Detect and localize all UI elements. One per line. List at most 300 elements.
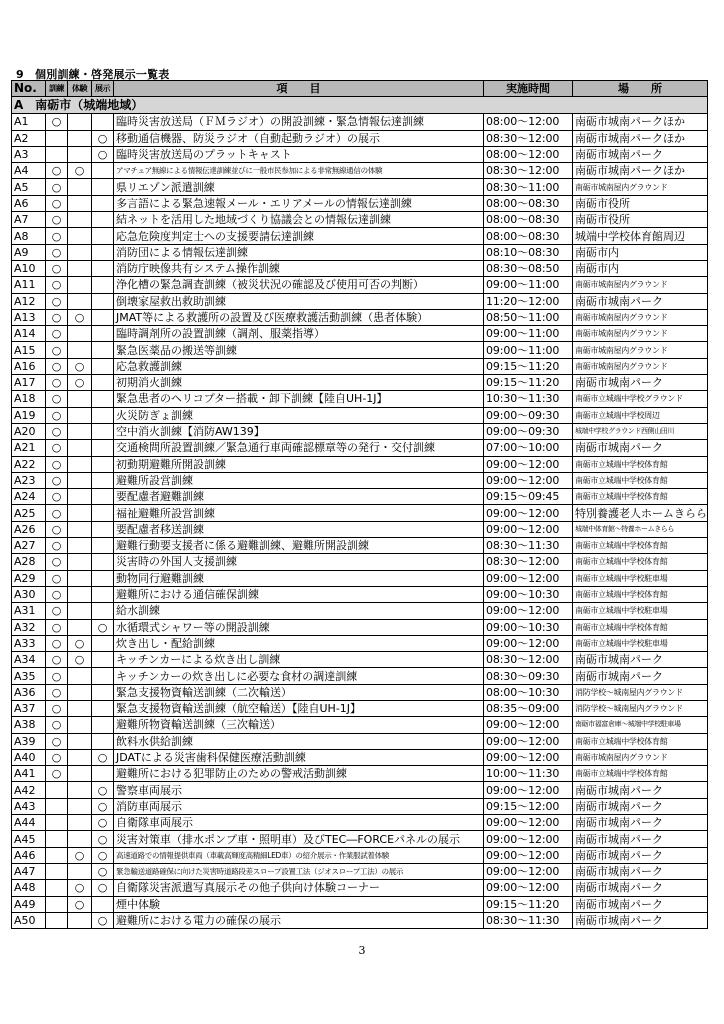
row-no: A22 [12,456,46,472]
row-place: 南砺市城南パーク [573,815,708,831]
table-header-row [12,81,708,97]
mark-taiken: ○ [68,163,92,179]
row-item: 避難行動要支援者に係る避難訓練、避難所開設訓練 [114,538,484,554]
row-item: 初動期避難所開設訓練 [114,456,484,472]
mark-kunren: ○ [46,586,68,602]
row-no: A50 [12,912,46,928]
mark-kunren: ○ [46,635,68,651]
row-place: 南砺市城南屋内グラウンド [573,342,708,358]
row-time: 08:30～08:50 [484,260,573,276]
row-place: 南砺市立城端中学校体育館 [573,472,708,488]
row-item: 緊急医薬品の搬送等訓練 [114,342,484,358]
table-row [12,375,708,391]
table-row [12,293,708,309]
mark-kunren: ○ [46,749,68,765]
mark-tenji [92,260,114,276]
row-item: 自衛隊車両展示 [114,815,484,831]
row-place: 南砺市城南パークほか [573,114,708,130]
table-row [12,912,708,928]
mark-kunren: ○ [46,179,68,195]
mark-tenji: ○ [92,847,114,863]
row-item: JMAT等による救護所の設置及び医療救護活動訓練（患者体験） [114,309,484,325]
mark-kunren: ○ [46,195,68,211]
header-tenji: 展示 [92,81,114,97]
mark-tenji [92,717,114,733]
row-item: 飲料水供給訓練 [114,733,484,749]
mark-kunren: ○ [46,375,68,391]
row-place: 南砺市内 [573,260,708,276]
row-time: 09:00～12:00 [484,521,573,537]
mark-tenji [92,179,114,195]
mark-tenji [92,635,114,651]
row-time: 08:30～12:00 [484,554,573,570]
mark-tenji [92,293,114,309]
row-place: 南砺市城南屋内グラウンド [573,277,708,293]
mark-kunren: ○ [46,684,68,700]
table-row [12,896,708,912]
row-place: 南砺市立城端中学校駐車場 [573,635,708,651]
table-row [12,586,708,602]
row-place: 南砺市城南屋内グラウンド [573,309,708,325]
mark-taiken [68,423,92,439]
row-item: 避難所における犯罪防止のための警戒活動訓練 [114,766,484,782]
row-place: 南砺市立城端中学校体育館 [573,554,708,570]
mark-kunren [46,847,68,863]
row-item: 応急危険度判定士への支援要請伝達訓練 [114,228,484,244]
mark-taiken [68,668,92,684]
row-place: 南砺市城南屋内グラウンド [573,749,708,765]
row-place: 南砺市城南パーク [573,440,708,456]
mark-tenji: ○ [92,146,114,162]
table-row [12,603,708,619]
row-place: 城端中学校グラウンド西側山田川 [573,423,708,439]
mark-kunren: ○ [46,440,68,456]
table-row [12,733,708,749]
mark-kunren: ○ [46,277,68,293]
mark-tenji [92,570,114,586]
row-item: 臨時調剤所の設置訓練（調剤、服薬指導） [114,326,484,342]
row-no: A38 [12,717,46,733]
mark-kunren: ○ [46,423,68,439]
row-place: 南砺市役所 [573,195,708,211]
row-time: 08:50～11:00 [484,309,573,325]
mark-taiken [68,717,92,733]
row-no: A14 [12,326,46,342]
row-item: 臨時災害放送局のプラットキャスト [114,146,484,162]
table-row [12,652,708,668]
mark-taiken [68,766,92,782]
row-item: 警察車両展示 [114,782,484,798]
mark-kunren: ○ [46,700,68,716]
mark-taiken [68,228,92,244]
row-time: 08:30～12:00 [484,652,573,668]
table-row [12,782,708,798]
row-place: 南砺市城南パーク [573,782,708,798]
mark-kunren [46,863,68,879]
table-row [12,326,708,342]
row-time: 08:00～08:30 [484,212,573,228]
row-time: 08:00～08:30 [484,228,573,244]
mark-taiken: ○ [68,880,92,896]
mark-tenji [92,212,114,228]
row-place: 南砺市城南パーク [573,375,708,391]
row-time: 09:00～12:00 [484,782,573,798]
table-row [12,456,708,472]
row-place: 南砺市城南パーク [573,863,708,879]
row-time: 09:00～12:00 [484,635,573,651]
row-item: 福祉避難所設営訓練 [114,505,484,521]
row-place: 南砺市城南パーク [573,880,708,896]
table-row [12,489,708,505]
mark-taiken [68,293,92,309]
mark-kunren: ○ [46,407,68,423]
row-item: 煙中体験 [114,896,484,912]
row-item: 倒壊家屋救出救助訓練 [114,293,484,309]
row-place: 南砺市城南屋内グラウンド [573,179,708,195]
mark-taiken: ○ [68,309,92,325]
mark-taiken [68,326,92,342]
row-item: 初期消火訓練 [114,375,484,391]
row-place: 南砺市城南パーク [573,293,708,309]
row-place: 南砺市城南パーク [573,798,708,814]
mark-taiken: ○ [68,847,92,863]
row-place: 南砺市福富倉庫～城端中学校駐車場 [573,717,708,733]
row-item: JDATによる災害歯科保健医療活動訓練 [114,749,484,765]
mark-taiken [68,619,92,635]
row-time: 09:00～11:00 [484,342,573,358]
mark-taiken [68,554,92,570]
row-no: A23 [12,472,46,488]
mark-kunren [46,146,68,162]
row-item: 避難所における通信確保訓練 [114,586,484,602]
mark-kunren [46,815,68,831]
row-no: A13 [12,309,46,325]
mark-kunren: ○ [46,766,68,782]
mark-kunren: ○ [46,114,68,130]
row-place: 城端中体育館～特養ホームきらら [573,521,708,537]
row-no: A17 [12,375,46,391]
mark-taiken [68,782,92,798]
mark-taiken [68,831,92,847]
mark-tenji: ○ [92,782,114,798]
table-row [12,244,708,260]
mark-tenji [92,733,114,749]
table-row [12,260,708,276]
mark-tenji: ○ [92,831,114,847]
row-no: A26 [12,521,46,537]
row-no: A8 [12,228,46,244]
mark-kunren: ○ [46,472,68,488]
page-number: 3 [358,944,366,957]
mark-tenji: ○ [92,912,114,928]
row-item: 緊急支援物資輸送訓練（二次輸送） [114,684,484,700]
row-no: A15 [12,342,46,358]
row-time: 07:00～10:00 [484,440,573,456]
row-place: 南砺市城南パーク [573,652,708,668]
row-item: 要配慮者避難訓練 [114,489,484,505]
row-place: 南砺市城南パーク [573,146,708,162]
table-row [12,472,708,488]
mark-taiken: ○ [68,375,92,391]
section-row [12,97,708,114]
mark-taiken [68,912,92,928]
header-place: 場 所 [573,81,708,97]
row-place: 南砺市城南パークほか [573,163,708,179]
row-no: A40 [12,749,46,765]
row-no: A42 [12,782,46,798]
row-place: 南砺市城南パークほか [573,130,708,146]
table-row [12,277,708,293]
row-item: 災害対策車（排水ポンプ車・照明車）及びTEC―FORCEパネルの展示 [114,831,484,847]
mark-taiken [68,815,92,831]
mark-tenji [92,668,114,684]
table-row [12,391,708,407]
header-no: No. [12,81,46,97]
row-item: 災害時の外国人支援訓練 [114,554,484,570]
mark-tenji [92,766,114,782]
row-time: 08:30～12:00 [484,163,573,179]
mark-taiken [68,472,92,488]
row-time: 08:00～12:00 [484,146,573,162]
row-no: A34 [12,652,46,668]
row-no: A18 [12,391,46,407]
table-row [12,179,708,195]
table-row [12,505,708,521]
row-no: A21 [12,440,46,456]
mark-tenji [92,521,114,537]
row-place: 南砺市立城端中学校体育館 [573,538,708,554]
row-time: 08:30～11:30 [484,538,573,554]
row-place: 南砺市城南パーク [573,831,708,847]
row-time: 10:30～11:30 [484,391,573,407]
row-no: A39 [12,733,46,749]
mark-taiken [68,586,92,602]
table-body [12,97,708,929]
mark-tenji: ○ [92,798,114,814]
mark-tenji: ○ [92,619,114,635]
row-place: 南砺市城南パーク [573,912,708,928]
mark-tenji [92,700,114,716]
row-time: 09:00～12:00 [484,505,573,521]
mark-kunren: ○ [46,260,68,276]
row-no: A48 [12,880,46,896]
mark-taiken: ○ [68,652,92,668]
page-title: 9 個別訓練・啓発展示一覧表 [16,68,170,81]
row-place: 南砺市役所 [573,212,708,228]
table-row [12,619,708,635]
mark-tenji [92,391,114,407]
mark-taiken [68,260,92,276]
row-place: 南砺市立城端中学校体育館 [573,456,708,472]
mark-taiken [68,521,92,537]
row-no: A37 [12,700,46,716]
mark-kunren [46,130,68,146]
mark-taiken [68,244,92,260]
row-place: 南砺市立城端中学校体育館 [573,586,708,602]
row-item: 避難所物資輸送訓練（三次輸送） [114,717,484,733]
row-place: 南砺市内 [573,244,708,260]
row-no: A49 [12,896,46,912]
row-item: 給水訓練 [114,603,484,619]
row-place: 特別養護老人ホームきらら [573,505,708,521]
mark-tenji: ○ [92,880,114,896]
row-item: 県リエゾン派遣訓練 [114,179,484,195]
row-place: 南砺市立城端中学校駐車場 [573,570,708,586]
row-time: 08:35～09:00 [484,700,573,716]
mark-kunren: ○ [46,244,68,260]
row-time: 09:15～11:20 [484,358,573,374]
row-place: 南砺市城南屋内グラウンド [573,358,708,374]
mark-tenji [92,456,114,472]
row-no: A25 [12,505,46,521]
row-no: A41 [12,766,46,782]
mark-taiken [68,130,92,146]
row-time: 08:00～10:30 [484,684,573,700]
table-row [12,440,708,456]
mark-taiken [68,407,92,423]
mark-kunren: ○ [46,309,68,325]
mark-tenji: ○ [92,815,114,831]
table-row [12,847,708,863]
row-item: キッチンカーの炊き出しに必要な食材の調達訓練 [114,668,484,684]
mark-taiken [68,456,92,472]
row-no: A5 [12,179,46,195]
header-taiken: 体験 [68,81,92,97]
row-item: 交通検問所設置訓練／緊急通行車両確認標章等の発行・交付訓練 [114,440,484,456]
row-item: 緊急支援物資輸送訓練（航空輸送）【陸自UH-1J】 [114,700,484,716]
mark-taiken [68,798,92,814]
table-row [12,668,708,684]
row-place: 南砺市立城端中学校グラウンド [573,391,708,407]
row-time: 08:30～11:00 [484,179,573,195]
row-time: 09:00～12:00 [484,733,573,749]
mark-taiken [68,391,92,407]
mark-kunren: ○ [46,212,68,228]
mark-taiken: ○ [68,358,92,374]
table-row [12,798,708,814]
table-row [12,717,708,733]
mark-taiken [68,342,92,358]
mark-tenji [92,358,114,374]
mark-taiken [68,733,92,749]
mark-taiken [68,684,92,700]
row-time: 09:00～11:00 [484,326,573,342]
mark-kunren: ○ [46,652,68,668]
mark-tenji [92,684,114,700]
row-no: A12 [12,293,46,309]
row-item: 避難所における電力の確保の展示 [114,912,484,928]
row-time: 08:00～08:30 [484,195,573,211]
row-item: 炊き出し・配給訓練 [114,635,484,651]
row-time: 09:00～11:00 [484,277,573,293]
row-time: 09:00～12:00 [484,717,573,733]
mark-taiken: ○ [68,896,92,912]
row-no: A6 [12,195,46,211]
row-time: 09:00～12:00 [484,815,573,831]
row-time: 09:00～12:00 [484,456,573,472]
mark-tenji [92,163,114,179]
row-place: 南砺市城南屋内グラウンド [573,326,708,342]
mark-kunren: ○ [46,293,68,309]
row-time: 09:00～12:00 [484,749,573,765]
row-item: 臨時災害放送局（ＦＭラジオ）の開設訓練・緊急情報伝達訓練 [114,114,484,130]
mark-taiken [68,749,92,765]
mark-taiken [68,440,92,456]
row-no: A31 [12,603,46,619]
row-time: 11:20～12:00 [484,293,573,309]
row-item: 移動通信機器、防災ラジオ（自動起動ラジオ）の展示 [114,130,484,146]
mark-tenji [92,375,114,391]
row-no: A36 [12,684,46,700]
table-row [12,521,708,537]
row-no: A44 [12,815,46,831]
mark-tenji: ○ [92,130,114,146]
row-time: 09:00～09:30 [484,407,573,423]
row-time: 09:00～10:30 [484,619,573,635]
table-row [12,749,708,765]
table-row [12,130,708,146]
mark-kunren [46,831,68,847]
row-time: 09:15～12:00 [484,798,573,814]
row-place: 南砺市立城端中学校体育館 [573,619,708,635]
row-place: 南砺市城南パーク [573,896,708,912]
row-time: 08:10～08:30 [484,244,573,260]
row-time: 08:30～11:30 [484,912,573,928]
row-time: 09:00～12:00 [484,472,573,488]
row-time: 09:00～12:00 [484,880,573,896]
mark-taiken [68,114,92,130]
row-no: A1 [12,114,46,130]
mark-taiken [68,212,92,228]
header-kunren: 訓練 [46,81,68,97]
row-time: 09:15～09:45 [484,489,573,505]
table-row [12,684,708,700]
table-row [12,538,708,554]
row-no: A11 [12,277,46,293]
table-row [12,407,708,423]
row-time: 09:00～09:30 [484,423,573,439]
mark-kunren: ○ [46,619,68,635]
row-item: 消防庁映像共有システム操作訓練 [114,260,484,276]
mark-tenji [92,244,114,260]
table-row [12,863,708,879]
row-item: 浄化槽の緊急調査訓練（被災状況の確認及び使用可否の判断） [114,277,484,293]
row-no: A46 [12,847,46,863]
table-row [12,423,708,439]
mark-tenji [92,407,114,423]
row-time: 09:00～12:00 [484,603,573,619]
row-no: A20 [12,423,46,439]
row-no: A29 [12,570,46,586]
row-item: 消防車両展示 [114,798,484,814]
row-no: A33 [12,635,46,651]
mark-kunren: ○ [46,505,68,521]
row-no: A24 [12,489,46,505]
mark-taiken [68,863,92,879]
mark-taiken [68,603,92,619]
mark-kunren: ○ [46,326,68,342]
table-row [12,831,708,847]
mark-taiken [68,505,92,521]
table-row [12,635,708,651]
row-item: 消防団による情報伝達訓練 [114,244,484,260]
row-time: 09:00～10:30 [484,586,573,602]
mark-tenji [92,538,114,554]
mark-tenji [92,342,114,358]
table-row [12,700,708,716]
row-item: 水循環式シャワー等の開設訓練 [114,619,484,635]
row-place: 城端中学校体育館周辺 [573,228,708,244]
